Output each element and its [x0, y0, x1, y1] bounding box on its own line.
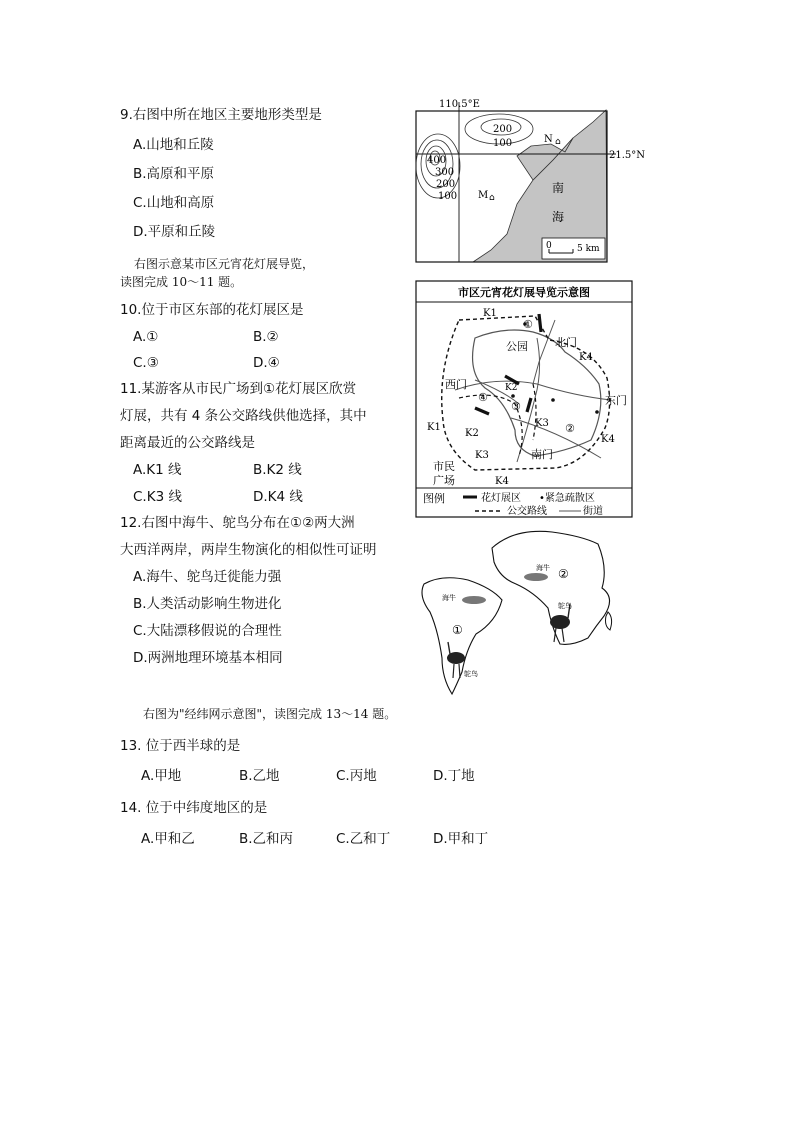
q11-option-c: C.K3 线 — [133, 489, 182, 505]
contour-label: 200 — [436, 179, 456, 190]
place-west-gate: 西门 — [445, 378, 467, 391]
q12-option-c: C.大陆漂移假说的合理性 — [133, 623, 282, 639]
manatee-icon — [462, 596, 486, 604]
legend-heading: 图例 — [423, 492, 445, 505]
q14-stem: 14. 位于中纬度地区的是 — [120, 800, 268, 816]
route-label: K4 — [579, 352, 593, 363]
label-ostrich-africa: 鸵鸟 — [558, 602, 572, 610]
continents-figure — [412, 518, 624, 698]
legend-exhibit: 花灯展区 — [481, 493, 521, 504]
place-south-gate: 南门 — [531, 448, 553, 461]
route-label: K1 — [427, 422, 441, 433]
q11-stem-line1: 11.某游客从市民广场到①花灯展区欣赏 — [120, 381, 357, 397]
route-label: K1 — [483, 308, 497, 319]
q14-option-a: A.甲和乙 — [141, 831, 195, 847]
legend-street: 街道 — [583, 506, 603, 517]
q14-option-d: D.甲和丁 — [433, 831, 489, 847]
evacuation-dot — [511, 394, 515, 398]
label-circle-2: ② — [558, 567, 569, 581]
contour-label: 100 — [493, 138, 513, 149]
label-circle-1: ① — [452, 623, 463, 637]
place-park: 公园 — [506, 340, 528, 353]
route-label: K2 — [505, 383, 518, 393]
route-label: K3 — [475, 450, 489, 461]
q12-stem-line1: 12.右图中海牛、鸵鸟分布在①②两大洲 — [120, 515, 355, 531]
area-1-label: ① — [523, 318, 533, 331]
contour-label: 100 — [438, 191, 458, 202]
q9-option-a: A.山地和丘陵 — [133, 137, 214, 153]
topo-map-figure — [413, 96, 653, 264]
longitude-label: 110.5°E — [439, 99, 480, 110]
q9-option-c: C.山地和高原 — [133, 195, 215, 211]
scale-unit: 5 km — [577, 244, 600, 254]
q9-stem: 9.右图中所在地区主要地形类型是 — [120, 107, 322, 123]
q10-option-b: B.② — [253, 329, 279, 345]
evacuation-dot — [595, 410, 599, 414]
house-icon: ⌂ — [555, 137, 561, 147]
route-label: K4 — [601, 434, 615, 445]
q12-stem-line2: 大西洋两岸，两岸生物演化的相似性可证明 — [120, 542, 377, 558]
q11-stem-line3: 距离最近的公交路线是 — [120, 435, 255, 451]
q12-option-b: B.人类活动影响生物进化 — [133, 596, 282, 612]
q12-option-a: A.海牛、鸵鸟迁徙能力强 — [133, 569, 282, 585]
manatee-icon — [524, 573, 548, 581]
q13-option-d: D.丁地 — [433, 768, 475, 784]
q11-option-a: A.K1 线 — [133, 462, 182, 478]
q13-option-a: A.甲地 — [141, 768, 182, 784]
place-north-gate: 北门 — [555, 336, 577, 349]
q12-option-d: D.两洲地理环境基本相同 — [133, 650, 283, 666]
place-plaza-1: 市民 — [433, 460, 455, 473]
sea-label-1: 南 — [552, 181, 565, 195]
area-3-label: ③ — [511, 400, 521, 413]
scale-zero: 0 — [546, 241, 552, 251]
legend-bus: 公交路线 — [507, 506, 547, 517]
contour-label: 300 — [435, 167, 455, 178]
area-4-label: ④ — [478, 391, 488, 404]
latitude-label: 21.5°N — [609, 150, 646, 161]
q13-option-b: B.乙地 — [239, 768, 280, 784]
sea-label-2: 海 — [552, 210, 565, 224]
intro-10-11-line1: 右图示意某市区元宵花灯展导览， — [134, 257, 315, 271]
exhibit-area — [539, 314, 541, 332]
place-plaza-2: 广场 — [433, 474, 455, 487]
q13-option-c: C.丙地 — [336, 768, 377, 784]
route-label: K4 — [495, 476, 509, 487]
place-east-gate: 东门 — [605, 394, 627, 407]
evacuation-dot — [551, 398, 555, 402]
q9-option-d: D.平原和丘陵 — [133, 224, 216, 240]
house-icon: ⌂ — [489, 193, 495, 203]
area-2-label: ② — [565, 422, 575, 435]
q10-stem: 10.位于市区东部的花灯展区是 — [120, 302, 304, 318]
q11-option-b: B.K2 线 — [253, 462, 302, 478]
contour-label: 400 — [427, 155, 447, 166]
q11-stem-line2: 灯展，共有 4 条公交路线供他选择，其中 — [120, 408, 367, 424]
label-manatee-sa: 海牛 — [442, 594, 456, 602]
q10-option-d: D.④ — [253, 355, 280, 371]
intro-10-11-line2: 读图完成 10～11 题。 — [120, 275, 243, 289]
lantern-map-title: 市区元宵花灯展导览示意图 — [458, 286, 590, 299]
label-manatee-africa: 海牛 — [536, 564, 550, 572]
q14-option-b: B.乙和丙 — [239, 831, 294, 847]
contour-label: 200 — [493, 124, 513, 135]
q10-option-c: C.③ — [133, 355, 159, 371]
africa-outline — [492, 531, 610, 644]
intro-13-14: 右图为"经纬网示意图"，读图完成 13～14 题。 — [143, 707, 397, 721]
label-ostrich-sa: 鸵鸟 — [464, 670, 478, 678]
q13-stem: 13. 位于西半球的是 — [120, 738, 241, 754]
legend-evacuation: •紧急疏散区 — [539, 493, 595, 504]
q14-option-c: C.乙和丁 — [336, 831, 391, 847]
lantern-map-figure — [415, 280, 633, 518]
point-m-label: M — [478, 190, 489, 201]
q9-option-b: B.高原和平原 — [133, 166, 215, 182]
point-n-label: N — [544, 134, 553, 145]
route-label: K3 — [535, 418, 549, 429]
route-label: K2 — [465, 428, 479, 439]
madagascar-outline — [606, 612, 612, 630]
q11-option-d: D.K4 线 — [253, 489, 303, 505]
q10-option-a: A.① — [133, 329, 159, 345]
